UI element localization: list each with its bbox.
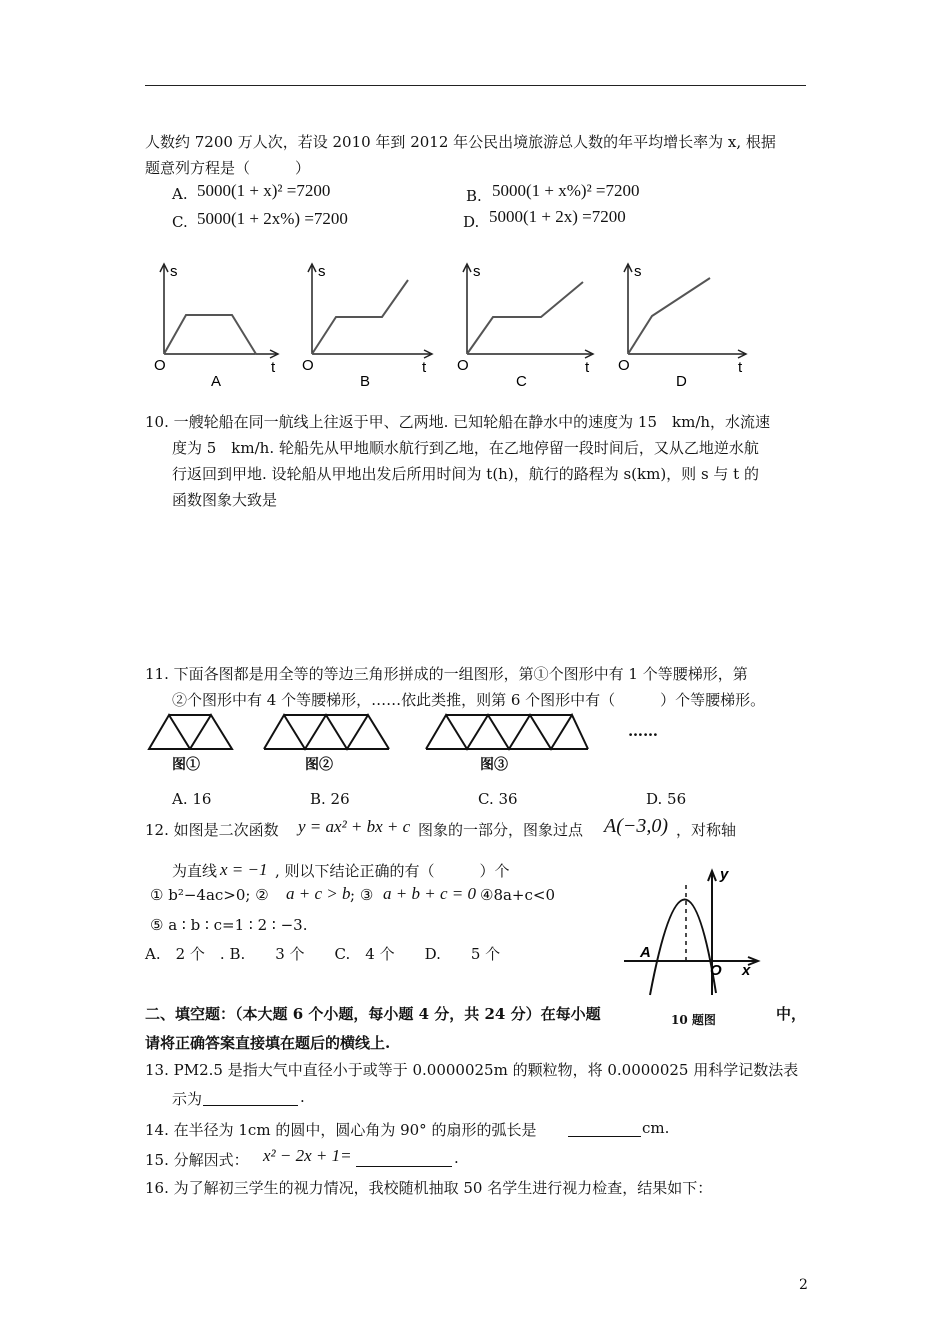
q12-line1-suffix: ，对称轴 [676, 821, 737, 839]
parabola-origin-label: O [710, 962, 722, 979]
graph-a-label: A [211, 373, 222, 390]
q12-point: A(−3,0) [604, 815, 669, 837]
graph-c-s-label: s [473, 263, 481, 280]
figure-1-caption: 图① [172, 757, 200, 773]
q11-option-a: A. 16 [172, 790, 212, 808]
q9-option-d: 5000(1 + 2x) =7200 [489, 207, 626, 226]
q15-expression: x² − 2x + 1= [263, 1146, 352, 1165]
graph-a-s-label: s [170, 263, 178, 280]
section-2-line1: 二、填空题：（本大题 6 个小题，每小题 4 分，共 24 分）在每小题 [145, 1005, 601, 1023]
q12-line1-prefix: 12. 如图是二次函数 [145, 821, 279, 839]
graph-a-origin-label: O [154, 357, 166, 374]
q9-option-a-label: A. [172, 185, 188, 203]
q12-conclusion-4: ④8a+c<0 [480, 886, 556, 904]
graph-c-origin-label: O [457, 357, 469, 374]
graph-d-origin-label: O [618, 357, 630, 374]
graph-c-label: C [516, 373, 527, 390]
figure-2-caption: 图② [305, 757, 333, 773]
graph-d-label: D [676, 373, 687, 390]
graph-d [614, 260, 754, 390]
q12-conclusion-3-label: ; ③ [350, 886, 374, 904]
graph-a [150, 260, 280, 390]
graph-d-t-label: t [738, 359, 743, 376]
q15-answer-blank[interactable] [356, 1152, 452, 1167]
q11-line2: ②个图形中有 4 个等腰梯形，……依此类推，则第 6 个图形中有（ ）个等腰梯形。 [172, 691, 766, 709]
graph-b-s-label: s [318, 263, 326, 280]
q11-option-d: D. 56 [646, 790, 687, 808]
parabola-x-label: x [742, 962, 751, 979]
q12-line2-prefix: 为直线 [172, 862, 218, 880]
q12-function: y = ax² + bx + c [298, 817, 411, 836]
q11-line1: 11. 下面各图都是用全等的等边三角形拼成的一组图形，第①个图形中有 1 个等腰梯形，第 [145, 665, 748, 683]
q14-prefix: 14. 在半径为 1cm 的圆中，圆心角为 90° 的扇形的弧长是 [145, 1121, 537, 1139]
q15-suffix: . [454, 1149, 459, 1167]
q15-prefix: 15. 分解因式： [145, 1151, 249, 1169]
triangle-figure-3 [424, 713, 594, 753]
q11-option-b: B. 26 [310, 790, 350, 808]
q12-conclusion-3: a + b + c = 0 [383, 884, 476, 903]
q10-line2: 度为 5 km/h. 轮船先从甲地顺水航行到乙地，在乙地停留一段时间后，又从乙地逆水航 [172, 439, 759, 457]
q9-line1: 人数约 7200 万人次，若设 2010 年到 2012 年公民出境旅游总人数的年平均增长率为 x, 根据 [145, 133, 776, 151]
q12-line2-suffix: , 则以下结论正确的有（ ）个 [275, 862, 510, 880]
q14-answer-blank[interactable] [568, 1122, 641, 1137]
parabola-y-label: y [720, 866, 729, 883]
graph-b-t-label: t [422, 359, 427, 376]
parabola-figure [620, 865, 770, 1005]
triangle-figure-1 [147, 713, 237, 753]
q12-options: A. 2 个 . B. 3 个 C. 4 个 D. 5 个 [145, 945, 501, 963]
q9-option-b-label: B. [466, 187, 482, 205]
graph-c [453, 260, 603, 390]
q13-answer-blank[interactable] [203, 1091, 298, 1106]
section-2-line2: 请将正确答案直接填在题后的横线上. [145, 1034, 391, 1052]
graph-c-t-label: t [585, 359, 590, 376]
q12-conclusion-5: ⑤ a ∶ b ∶ c=1 ∶ 2 ∶ −3. [150, 916, 308, 934]
q14-suffix: cm. [642, 1119, 670, 1137]
graph-b [298, 260, 438, 390]
q16-line1: 16. 为了解初三学生的视力情况，我校随机抽取 50 名学生进行视力检查，结果如下： [145, 1179, 713, 1197]
triangle-figure-2 [262, 713, 402, 753]
q9-option-c: 5000(1 + 2x%) =7200 [197, 209, 348, 228]
q12-conclusion-2: a + c > b [286, 884, 351, 903]
q10-line4: 函数图象大致是 [172, 491, 278, 509]
q9-option-b: 5000(1 + x%)² =7200 [492, 181, 640, 200]
q13-line2-prefix: 示为 [172, 1090, 203, 1108]
q13-line1: 13. PM2.5 是指大气中直径小于或等于 0.0000025m 的颗粒物，将 0.0000025 用科学记数法表 [145, 1061, 799, 1079]
graph-a-t-label: t [271, 359, 276, 376]
q9-line2: 题意列方程是（ ） [145, 159, 311, 177]
q12-line1-middle: 图象的一部分，图象过点 [418, 821, 584, 839]
q12-axis-equation: x = −1 [220, 860, 268, 879]
q9-option-c-label: C. [172, 213, 188, 231]
q10-line3: 行返回到甲地. 设轮船从甲地出发后所用时间为 t(h)，航行的路程为 s(km)，则 s 与 t 的 [172, 465, 759, 483]
graph-b-label: B [360, 373, 371, 390]
parabola-caption: 10 题图 [671, 1013, 716, 1027]
q10-line1: 10. 一艘轮船在同一航线上往返于甲、乙两地. 已知轮船在静水中的速度为 15 km/h，水流速 [145, 413, 771, 431]
figure-3-caption: 图③ [480, 757, 508, 773]
q9-option-d-label: D. [463, 213, 480, 231]
parabola-point-a-label: A [640, 944, 651, 961]
q13-line2-suffix: . [300, 1088, 305, 1106]
q12-conclusion-1: ① b²−4ac>0; ② [150, 886, 269, 904]
q11-option-c: C. 36 [478, 790, 518, 808]
header-rule [145, 85, 806, 86]
graph-d-s-label: s [634, 263, 642, 280]
section-2-line1-end: 中， [776, 1005, 807, 1023]
graph-b-origin-label: O [302, 357, 314, 374]
figure-ellipsis: …… [628, 722, 658, 740]
q9-option-a: 5000(1 + x)² =7200 [197, 181, 331, 200]
page-number: 2 [799, 1277, 808, 1293]
